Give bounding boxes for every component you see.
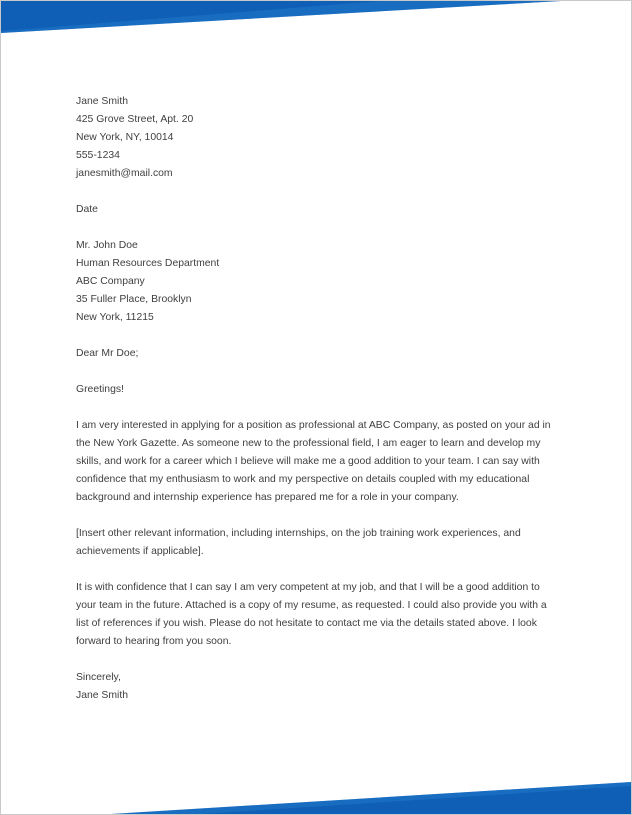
recipient-street: 35 Fuller Place, Brooklyn [76, 294, 192, 305]
body-line: forward to hearing from you soon. [76, 636, 232, 647]
salutation: Dear Mr Doe; [76, 348, 139, 359]
sender-city: New York, NY, 10014 [76, 132, 174, 143]
letter-content [76, 93, 556, 705]
body-line: the New York Gazette. As someone new to the professional field, I am eager to learn and develop my [76, 438, 541, 449]
body-line: skills, and work for a career which I believe will make me a good addition to your team. I can say with [76, 456, 540, 467]
recipient-block [76, 237, 556, 327]
recipient-city: New York, 11215 [76, 312, 154, 323]
closing: Sincerely, [76, 672, 121, 683]
recipient-company: ABC Company [76, 276, 145, 287]
body-line: list of references if you wish. Please do not hesitate to contact me via the details stated above. I look [76, 618, 537, 629]
body-line: It is with confidence that I can say I am very competent at my job, and that I will be a good addition to [76, 582, 540, 593]
recipient-name: Mr. John Doe [76, 240, 138, 251]
body-paragraph-3 [76, 579, 556, 651]
body-line: your team in the future. Attached is a copy of my resume, as requested. I could also provide you with a [76, 600, 547, 611]
sender-phone: 555-1234 [76, 150, 120, 161]
body-line: background and internship experience has prepared me for a role in your company. [76, 492, 459, 503]
body-paragraph-2 [76, 525, 556, 561]
recipient-department: Human Resources Department [76, 258, 220, 269]
letter-date: Date [76, 204, 98, 215]
greeting: Greetings! [76, 384, 124, 395]
body-line: [Insert other relevant information, including internships, on the job training work experiences, and [76, 528, 521, 539]
sender-email: janesmith@mail.com [76, 168, 173, 179]
body-line: I am very interested in applying for a position as professional at ABC Company, as posted on your ad in [76, 420, 551, 431]
body-line: achievements if applicable]. [76, 546, 204, 557]
sender-street: 425 Grove Street, Apt. 20 [76, 114, 194, 125]
signature: Jane Smith [76, 690, 128, 701]
top-accent-band [1, 1, 631, 41]
body-paragraph-1 [76, 417, 556, 507]
sender-block [76, 93, 556, 183]
body-line: confidence that my enthusiasm to work and my perspective on details coupled with my educational [76, 474, 530, 485]
bottom-accent-band [1, 774, 631, 814]
sender-name: Jane Smith [76, 96, 128, 107]
